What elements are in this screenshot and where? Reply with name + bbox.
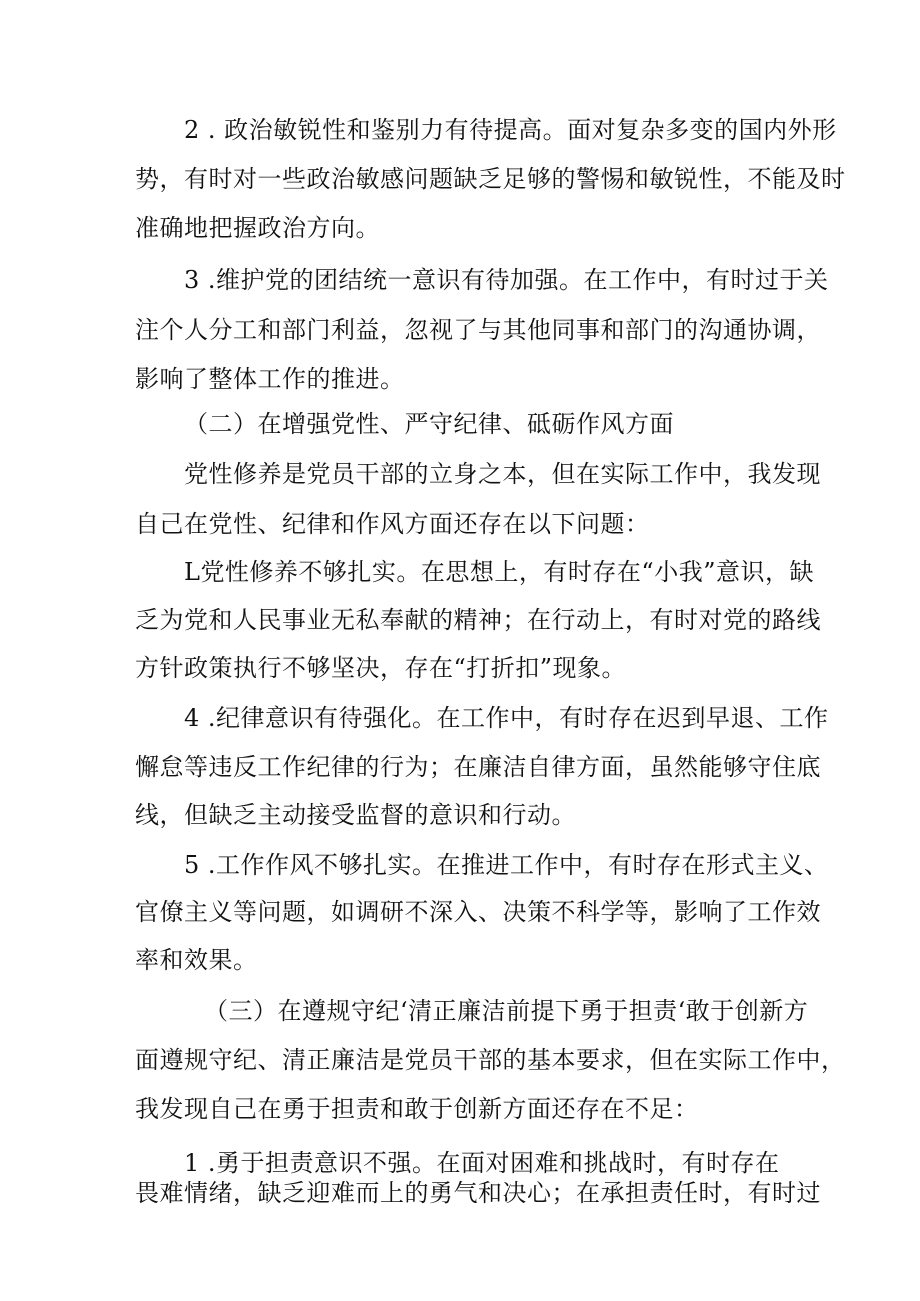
paragraph-line: L党性修养不够扎实。在思想上，有时存在“小我”意识，缺 <box>184 558 814 586</box>
paragraph-line: 5 .工作作风不够扎实。在推进工作中，有时存在形式主义、 <box>184 851 829 879</box>
paragraph-line: 准确地把握政治方向。 <box>135 214 380 242</box>
paragraph-line: 畏难情绪，缺乏迎难而上的勇气和决心；在承担责任时，有时过 <box>135 1179 821 1207</box>
paragraph-line: 势，有时对一些政治敏感问题缺乏足够的警惕和敏锐性，不能及时 <box>135 165 846 193</box>
paragraph-line: 率和效果。 <box>135 946 258 974</box>
paragraph-line: 影响了整体工作的推进。 <box>135 365 405 393</box>
paragraph-line: 自己在党性、纪律和作风方面还存在以下问题： <box>135 510 650 538</box>
paragraph-line: 官僚主义等问题，如调研不深入、决策不科学等，影响了工作效 <box>135 898 821 926</box>
paragraph-line: 懈怠等违反工作纪律的行为；在廉洁自律方面，虽然能够守住底 <box>135 753 821 781</box>
paragraph-line: 4 .纪律意识有待强化。在工作中，有时存在迟到早退、工作 <box>184 704 829 732</box>
section-heading: （二）在增强党性、严守纪律、砥砺作风方面 <box>184 410 674 438</box>
paragraph-line: 2 . 政治敏锐性和鉴别力有待提高。面对复杂多变的国内外形 <box>184 116 837 144</box>
paragraph-line: 线，但缺乏主动接受监督的意识和行动。 <box>135 801 576 829</box>
paragraph-line: 我发现自己在勇于担责和敢于创新方面还存在不足： <box>135 1095 699 1123</box>
paragraph-line: 1 .勇于担责意识不强。在面对困难和挑战时，有时存在 <box>184 1149 780 1177</box>
paragraph-line: 面遵规守纪、清正廉洁是党员干部的基本要求，但在实际工作中， <box>135 1046 846 1074</box>
paragraph-line: 党性修养是党员干部的立身之本，但在实际工作中，我发现 <box>184 460 821 488</box>
paragraph-line: 注个人分工和部门利益，忽视了与其他同事和部门的沟通协调， <box>135 316 821 344</box>
paragraph-line: 乏为党和人民事业无私奉献的精神；在行动上，有时对党的路线 <box>135 606 821 634</box>
section-heading: （三）在遵规守纪‘清正廉洁前提下勇于担责‘敢于创新方 <box>204 997 809 1025</box>
paragraph-line: 方针政策执行不够坚决，存在“打折扣”现象。 <box>135 654 627 682</box>
paragraph-line: 3 .维护党的团结统一意识有待加强。在工作中，有时过于关 <box>184 266 829 294</box>
